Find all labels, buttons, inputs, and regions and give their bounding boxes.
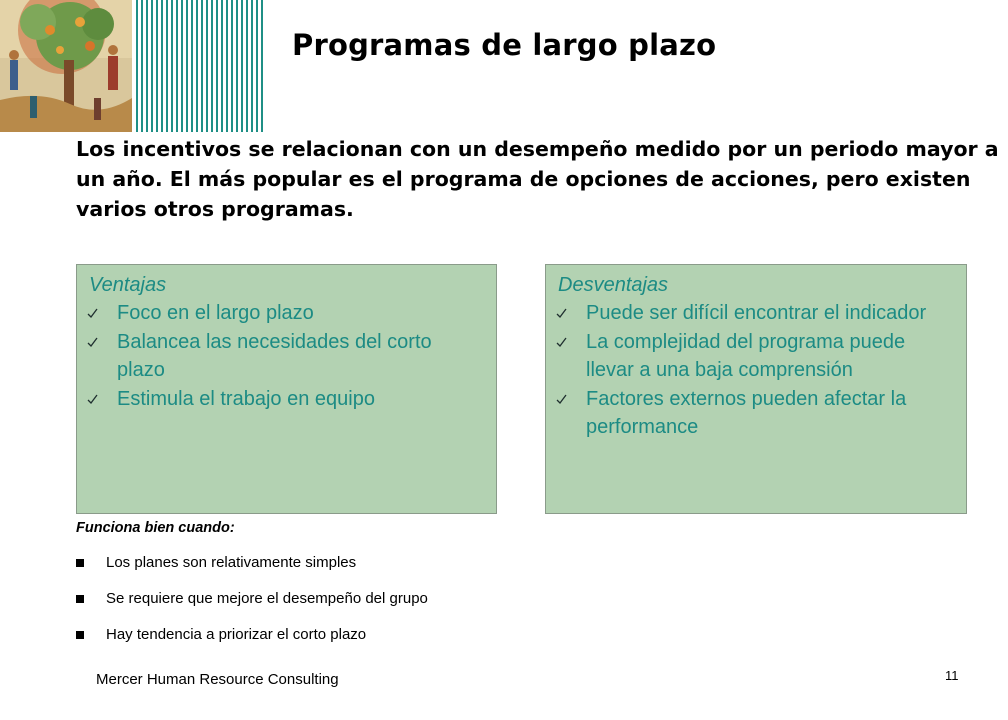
disadvantages-box [545, 264, 967, 514]
advantages-list [87, 299, 457, 413]
square-bullet-icon [76, 559, 84, 567]
advantages-box [76, 264, 497, 514]
list-item [87, 328, 457, 385]
disadvantages-heading: Desventajas [558, 274, 669, 296]
check-icon [87, 394, 98, 405]
decorative-tree-illustration [0, 0, 132, 132]
advantage-text: Balancea las necesidades del corto plazo [117, 330, 432, 381]
square-bullet-icon [76, 631, 84, 639]
disadvantage-text: La complejidad del programa puede llevar a una baja comprensión [586, 330, 906, 381]
list-item [76, 554, 428, 590]
list-item [556, 299, 936, 328]
footer-company: Mercer Human Resource Consulting [96, 671, 339, 688]
square-bullet-icon [76, 595, 84, 603]
intro-paragraph: Los incentivos se relacionan con un desempeño medido por un periodo mayor a un año. El más popular es el programa de opciones de acciones, pero existen varios otros programas. [76, 137, 999, 221]
check-icon [87, 308, 98, 319]
works-well-heading: Funciona bien cuando: [76, 520, 235, 536]
condition-text: Los planes son relativamente simples [106, 554, 357, 571]
list-item [87, 299, 457, 328]
list-item [87, 385, 457, 414]
check-icon [556, 308, 567, 319]
check-icon [556, 394, 567, 405]
list-item [556, 385, 936, 442]
slide-title: Programas de largo plazo [292, 28, 717, 62]
list-item [76, 590, 428, 626]
condition-text: Hay tendencia a priorizar el corto plazo [106, 626, 367, 643]
disadvantage-text: Puede ser difícil encontrar el indicador [586, 302, 927, 324]
page-number: 11 [945, 668, 959, 683]
decorative-stripes [136, 0, 266, 132]
check-icon [87, 337, 98, 348]
advantages-heading: Ventajas [89, 274, 167, 296]
list-item [556, 328, 936, 385]
works-well-list [76, 554, 428, 662]
condition-text: Se requiere que mejore el desempeño del grupo [106, 590, 428, 607]
advantage-text: Foco en el largo plazo [117, 302, 314, 324]
list-item [76, 626, 428, 662]
disadvantage-text: Factores externos pueden afectar la performance [586, 387, 907, 438]
check-icon [556, 337, 567, 348]
disadvantages-list [556, 299, 936, 442]
advantage-text: Estimula el trabajo en equipo [117, 387, 375, 410]
